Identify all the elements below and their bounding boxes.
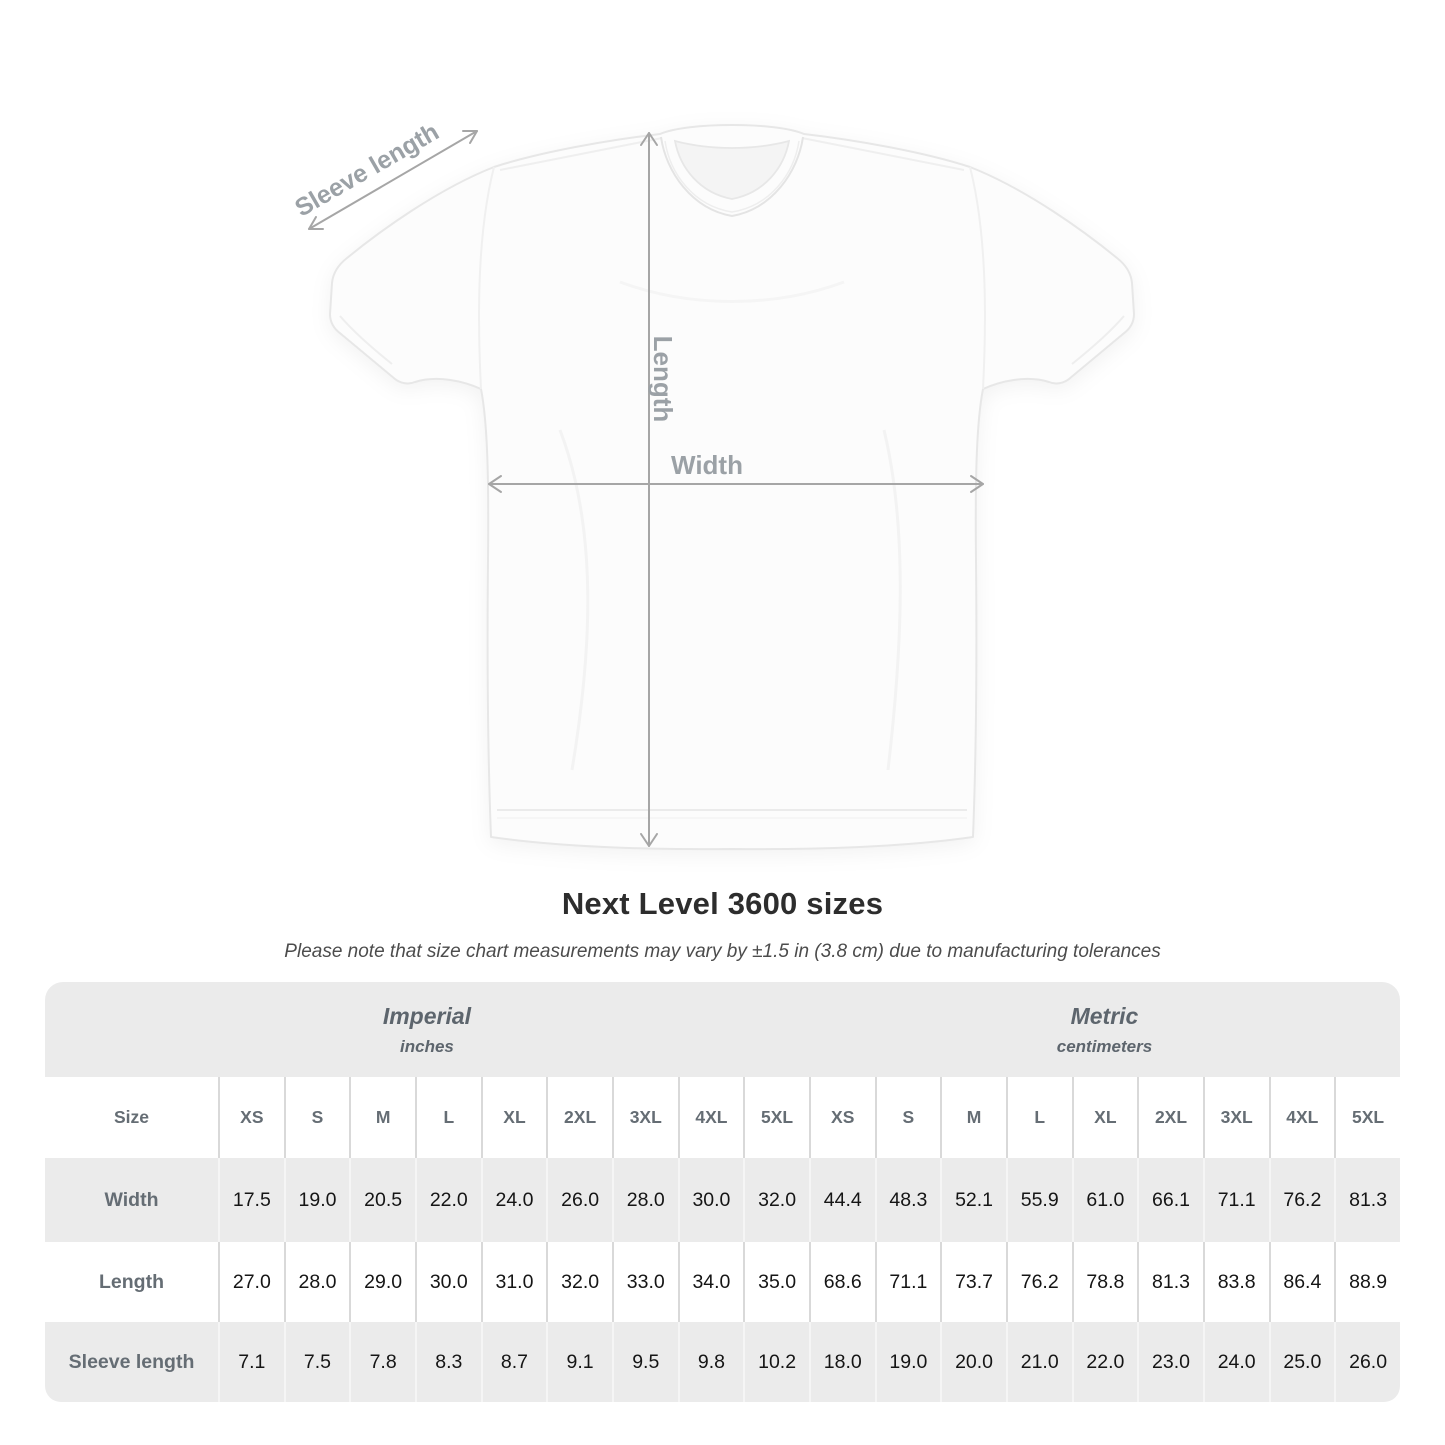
unit-band-row: [45, 982, 1400, 1077]
tolerance-note: Please note that size chart measurements may vary by ±1.5 in (3.8 cm) due to manufacturing tolerances: [284, 941, 1161, 962]
size-header-imperial: XS: [218, 1077, 284, 1158]
page-title: Next Level 3600 sizes: [561, 886, 884, 921]
cell: 71.1: [1203, 1158, 1269, 1242]
cell: 9.5: [612, 1322, 678, 1402]
cell: 88.9: [1334, 1242, 1400, 1322]
cell: 86.4: [1269, 1242, 1335, 1322]
cell: 27.0: [218, 1242, 284, 1322]
row-label: Sleeve length: [45, 1322, 218, 1402]
cell: 83.8: [1203, 1242, 1269, 1322]
size-header-imperial: XL: [481, 1077, 547, 1158]
cell: 31.0: [481, 1242, 547, 1322]
table-row-width: [45, 1158, 1400, 1242]
cell: 8.7: [481, 1322, 547, 1402]
cell: 26.0: [546, 1158, 612, 1242]
imperial-band: [45, 982, 809, 1077]
cell: 29.0: [349, 1242, 415, 1322]
cell: 28.0: [284, 1242, 350, 1322]
cell: 34.0: [678, 1242, 744, 1322]
cell: 76.2: [1269, 1158, 1335, 1242]
metric-label: Metric: [1070, 1002, 1139, 1029]
cell: 9.8: [678, 1322, 744, 1402]
cell: 35.0: [743, 1242, 809, 1322]
size-header-metric: 4XL: [1269, 1077, 1335, 1158]
cell: 7.1: [218, 1322, 284, 1402]
length-label: Length: [648, 335, 678, 423]
imperial-label: Imperial: [382, 1002, 472, 1029]
size-header-imperial: 5XL: [743, 1077, 809, 1158]
cell: 22.0: [1072, 1322, 1138, 1402]
cell: 30.0: [415, 1242, 481, 1322]
cell: 66.1: [1137, 1158, 1203, 1242]
size-header-metric: XS: [809, 1077, 875, 1158]
cell: 32.0: [546, 1242, 612, 1322]
size-header-imperial: 3XL: [612, 1077, 678, 1158]
metric-band: [809, 982, 1400, 1077]
cell: 26.0: [1334, 1322, 1400, 1402]
size-header-metric: L: [1006, 1077, 1072, 1158]
cell: 19.0: [284, 1158, 350, 1242]
cell: 20.0: [940, 1322, 1006, 1402]
size-header-imperial: M: [349, 1077, 415, 1158]
metric-unit: centimeters: [1056, 1036, 1153, 1056]
cell: 22.0: [415, 1158, 481, 1242]
cell: 81.3: [1137, 1242, 1203, 1322]
size-header-imperial: S: [284, 1077, 350, 1158]
cell: 10.2: [743, 1322, 809, 1402]
cell: 33.0: [612, 1242, 678, 1322]
cell: 30.0: [678, 1158, 744, 1242]
size-header-metric: M: [940, 1077, 1006, 1158]
size-header-imperial: 2XL: [546, 1077, 612, 1158]
cell: 24.0: [481, 1158, 547, 1242]
cell: 68.6: [809, 1242, 875, 1322]
cell: 81.3: [1334, 1158, 1400, 1242]
width-label: Width: [671, 450, 743, 480]
cell: 18.0: [809, 1322, 875, 1402]
row-label: Length: [45, 1242, 218, 1322]
size-table: [45, 982, 1400, 1402]
cell: 7.5: [284, 1322, 350, 1402]
size-header-metric: S: [875, 1077, 941, 1158]
cell: 7.8: [349, 1322, 415, 1402]
cell: 19.0: [875, 1322, 941, 1402]
cell: 24.0: [1203, 1322, 1269, 1402]
imperial-unit: inches: [400, 1036, 454, 1056]
size-column-header: Size: [45, 1077, 218, 1158]
size-header-metric: 3XL: [1203, 1077, 1269, 1158]
cell: 44.4: [809, 1158, 875, 1242]
table-row-length: [45, 1242, 1400, 1322]
cell: 48.3: [875, 1158, 941, 1242]
cell: 52.1: [940, 1158, 1006, 1242]
cell: 55.9: [1006, 1158, 1072, 1242]
sleeve-length-label: Sleeve length: [290, 117, 444, 223]
size-header-metric: 2XL: [1137, 1077, 1203, 1158]
row-label: Width: [45, 1158, 218, 1242]
size-header-imperial: 4XL: [678, 1077, 744, 1158]
cell: 8.3: [415, 1322, 481, 1402]
cell: 9.1: [546, 1322, 612, 1402]
size-header-imperial: L: [415, 1077, 481, 1158]
cell: 28.0: [612, 1158, 678, 1242]
size-header-row: [45, 1077, 1400, 1158]
tshirt-graphic: [330, 125, 1134, 849]
size-header-metric: 5XL: [1334, 1077, 1400, 1158]
cell: 21.0: [1006, 1322, 1072, 1402]
cell: 20.5: [349, 1158, 415, 1242]
cell: 61.0: [1072, 1158, 1138, 1242]
table-row-sleeve-length: [45, 1322, 1400, 1402]
size-header-metric: XL: [1072, 1077, 1138, 1158]
cell: 76.2: [1006, 1242, 1072, 1322]
cell: 17.5: [218, 1158, 284, 1242]
cell: 23.0: [1137, 1322, 1203, 1402]
cell: 32.0: [743, 1158, 809, 1242]
cell: 78.8: [1072, 1242, 1138, 1322]
cell: 25.0: [1269, 1322, 1335, 1402]
cell: 73.7: [940, 1242, 1006, 1322]
cell: 71.1: [875, 1242, 941, 1322]
